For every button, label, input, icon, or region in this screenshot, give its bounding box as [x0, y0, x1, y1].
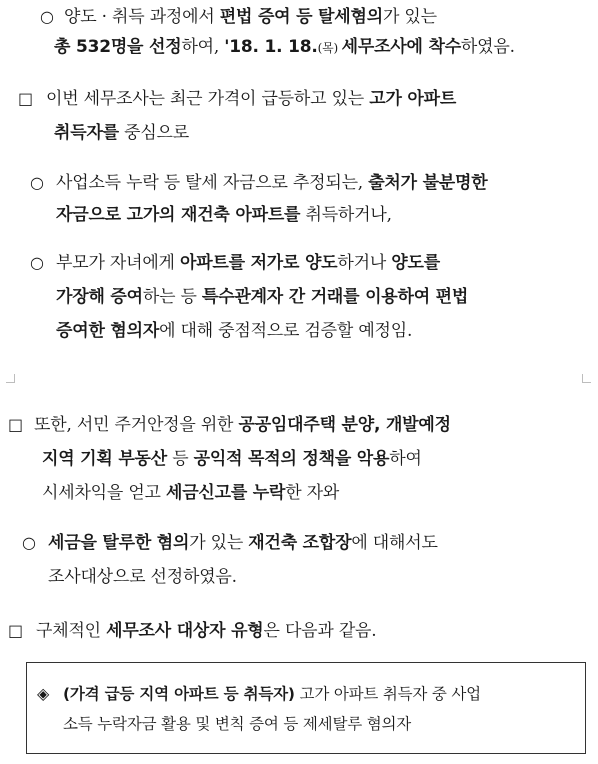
text-line	[36, 620, 376, 642]
text-span: 하였음.	[460, 37, 515, 57]
diamond-bullet: ◈	[37, 684, 50, 703]
bold-span: 자금으로 고가의 재건축 아파트를	[56, 205, 301, 225]
bold-span: 세무조사에 착수	[341, 37, 461, 57]
text-span: 한 자와	[285, 483, 340, 503]
text-line	[48, 532, 438, 554]
text-line	[42, 448, 422, 470]
text-span: 하거나	[337, 253, 392, 273]
text-span: 시세차익을 얻고	[42, 483, 166, 503]
text-line	[48, 566, 237, 588]
text-span: 은 다음과 같음.	[263, 621, 377, 641]
text-span: 에 대해 중점적으로 검증할 예정임.	[159, 321, 413, 341]
bold-span: 출처가 불분명한	[368, 173, 488, 193]
text-line	[34, 414, 451, 436]
bold-span: 세금신고를 누락	[165, 483, 286, 503]
text-span: 또한, 서민 주거안정을 위한	[34, 415, 239, 435]
text-line	[63, 713, 411, 735]
text-span: 에 대해서도	[351, 533, 438, 553]
bold-span: 가장해 증여	[56, 287, 143, 307]
text-line	[54, 122, 189, 144]
text-span: (목)	[317, 41, 342, 55]
text-span: 가 있는	[189, 533, 249, 553]
bold-span: 지역 기획 부동산	[42, 449, 167, 469]
bold-span: 증여한 혐의자	[56, 321, 160, 341]
circle-bullet: ○	[40, 7, 54, 26]
text-line	[54, 36, 515, 59]
text-line	[64, 6, 437, 28]
circle-bullet: ○	[30, 173, 44, 192]
text-line	[63, 683, 481, 705]
text-span: 양도 · 취득 과정에서	[64, 7, 220, 27]
text-span: 등	[167, 449, 194, 469]
page-corner-mark	[6, 374, 15, 383]
bold-span: 공익적 목적의 정책을 악용	[193, 449, 390, 469]
bold-span: 고가 아파트	[369, 89, 457, 109]
text-span: 가 있는	[382, 7, 437, 27]
text-span: 하여	[389, 449, 422, 469]
text-span: 하는 등	[142, 287, 202, 307]
text-span: 소득 누락자금 활용 및 변칙 증여 등 제세탈루 혐의자	[63, 715, 412, 733]
square-bullet: □	[8, 415, 24, 434]
text-span: 조사대상으로 선정하였음.	[48, 567, 237, 587]
text-line	[46, 88, 456, 110]
square-bullet: □	[18, 89, 34, 108]
page-corner-mark	[582, 374, 591, 383]
boxed-callout	[26, 662, 586, 754]
circle-bullet: ○	[30, 253, 44, 272]
bold-span: 아파트를 저가로 양도	[179, 253, 338, 273]
text-span: 구체적인	[36, 621, 107, 641]
text-span: 하여,	[181, 37, 225, 57]
bold-span: 편법 증여 등 탈세혐의	[219, 7, 383, 27]
text-line	[42, 482, 339, 504]
text-span: 고가 아파트 취득자 중 사업	[294, 685, 481, 703]
bold-span: 세무조사 대상자 유형	[106, 621, 264, 641]
bold-span: 재건축 조합장	[248, 533, 352, 553]
bold-span: 공공임대주택 분양, 개발예정	[238, 415, 451, 435]
text-span: 취득하거나,	[300, 205, 392, 225]
bold-span: (가격 급등 지역 아파트 등 취득자)	[63, 685, 295, 703]
circle-bullet: ○	[22, 533, 36, 552]
text-line	[56, 204, 392, 226]
text-span: 중심으로	[118, 123, 189, 143]
text-line	[56, 320, 412, 342]
bold-span: 세금을 탈루한 혐의	[48, 533, 190, 553]
bold-span: '18. 1. 18.	[224, 37, 318, 57]
text-span: 사업소득 누락 등 탈세 자금으로 추정되는,	[56, 173, 369, 193]
bold-span: 총 532명을 선정	[54, 37, 182, 57]
text-line	[56, 172, 487, 194]
bold-span: 양도를	[391, 253, 440, 273]
text-line	[56, 252, 440, 274]
bold-span: 특수관계자 간 거래를 이용하여 편법	[201, 287, 469, 307]
text-span: 부모가 자녀에게	[56, 253, 180, 273]
square-bullet: □	[8, 621, 24, 640]
text-span: 이번 세무조사는 최근 가격이 급등하고 있는	[46, 89, 370, 109]
text-line	[56, 286, 468, 308]
bold-span: 취득자를	[54, 123, 119, 143]
